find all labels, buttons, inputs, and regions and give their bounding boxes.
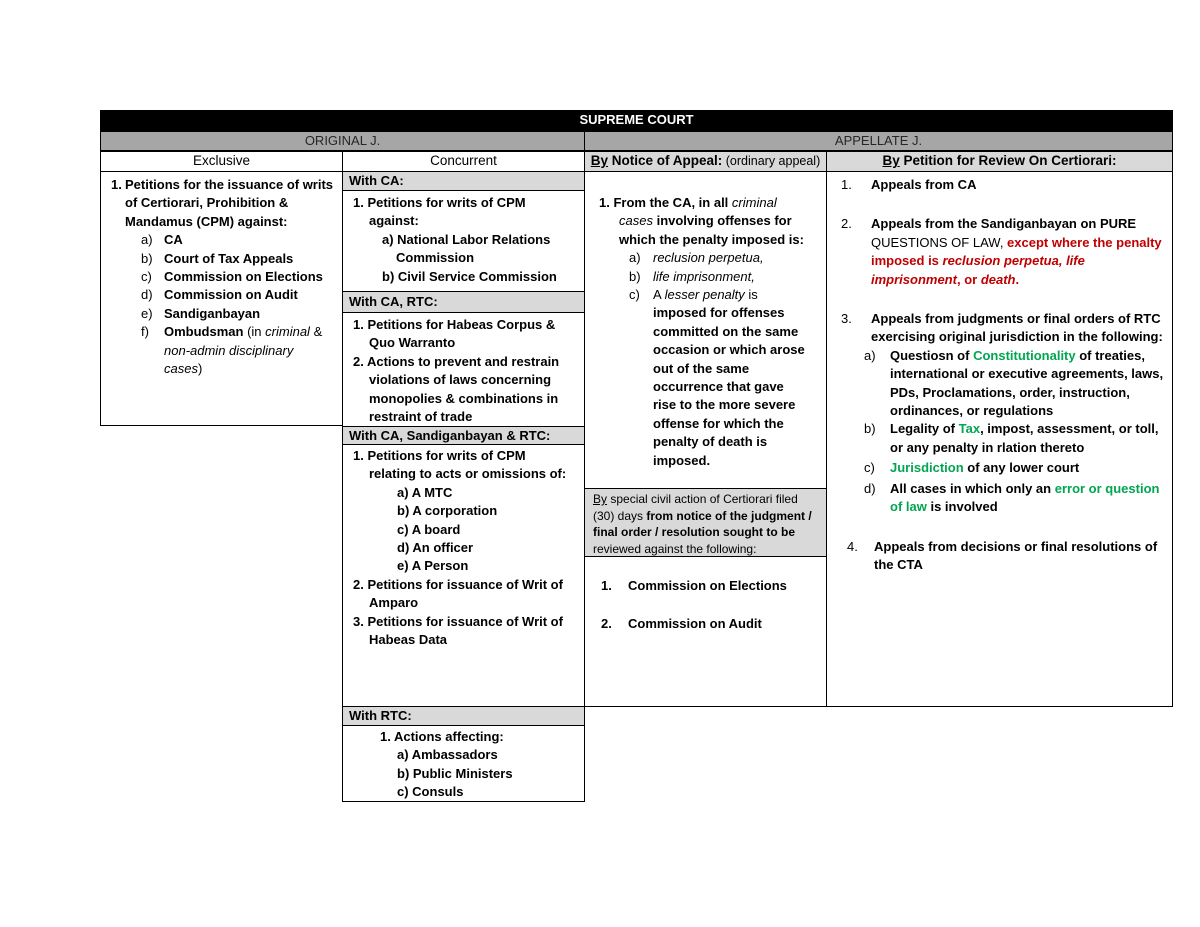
review-item: the CTA — [874, 556, 923, 572]
ombudsman-criminal: criminal — [265, 324, 310, 340]
with-ca-sb-rtc-line: 1. Petitions for writs of CPM — [353, 448, 526, 463]
review-item: or any penalty in rlation thereto — [890, 439, 1085, 455]
review-item: Appeals from decisions or final resolutions of — [874, 538, 1158, 554]
exclusive-item: CA — [164, 232, 183, 248]
certiorari-special-cell — [584, 556, 827, 707]
exclusive-line: of Certiorari, Prohibition & — [125, 195, 289, 211]
with-ca-line: Commission — [396, 250, 475, 266]
notice-item: life imprisonment, — [653, 268, 755, 284]
with-ca-sb-rtc-line: relating to acts or omissions of: — [369, 466, 567, 482]
with-rtc-line: 1. Actions affecting: — [380, 729, 504, 744]
item-mark: 1. — [601, 578, 612, 593]
notice-title: Notice of Appeal: — [608, 153, 723, 168]
with-ca-cell — [342, 190, 585, 292]
exclusive-item: Sandiganbayan — [164, 305, 261, 321]
review-title: Petition for Review On Certiorari: — [899, 153, 1117, 168]
review-item: Appeals from CA — [871, 177, 977, 192]
concurrent-header — [342, 151, 585, 172]
special-line-bold: from notice of the judgment / — [646, 508, 812, 523]
exclusive-line: Mandamus (CPM) against: — [125, 213, 288, 229]
original-jurisdiction-header — [100, 131, 585, 151]
review-item: of treaties, — [1075, 347, 1145, 363]
item-mark: e) — [141, 305, 153, 321]
item-mark: d) — [864, 480, 876, 496]
notice-by: By — [590, 153, 609, 168]
item-mark: d) — [141, 287, 153, 303]
notice-criminal: criminal — [731, 195, 777, 210]
notice-of-appeal-cell — [584, 171, 827, 489]
with-ca-sb-rtc-label — [342, 426, 585, 445]
item-mark: f) — [141, 324, 149, 340]
exclusive-cell — [100, 171, 343, 426]
review-item: Questiosn of — [890, 347, 974, 363]
review-item: PDs, Proclamations, order, instruction, — [890, 384, 1130, 400]
notice-of-appeal-header — [584, 151, 827, 172]
review-item: Legality of — [890, 421, 959, 437]
with-ca-sb-rtc-text: With CA, Sandiganbayan & RTC: — [349, 428, 551, 443]
with-rtc-line: c) Consuls — [397, 784, 464, 800]
with-ca-rtc-line: 1. Petitions for Habeas Corpus & — [353, 317, 556, 332]
certiorari-special-header — [584, 488, 827, 557]
with-ca-rtc-line: Quo Warranto — [369, 335, 456, 351]
item-mark: a) — [629, 250, 641, 266]
with-ca-sb-rtc-line: c) A board — [397, 521, 461, 537]
with-ca-line: b) Civil Service Commission — [382, 268, 557, 284]
item-mark: a) — [864, 347, 876, 363]
with-ca-rtc-line: violations of laws concerning — [369, 372, 552, 388]
review-item: is involved — [926, 499, 998, 515]
notice-item: reclusion perpetua, — [653, 250, 764, 266]
special-item: Commission on Elections — [628, 578, 787, 593]
exclusive-header — [100, 151, 343, 172]
notice-line: which the penalty imposed is: — [619, 231, 804, 247]
item-mark: b) — [629, 268, 641, 284]
review-red-text: . — [1015, 271, 1020, 287]
notice-subtitle: (ordinary appeal) — [722, 154, 821, 168]
review-green-text: Tax — [958, 421, 981, 437]
item-mark: 3. — [841, 311, 852, 327]
notice-line: involving offenses for — [652, 213, 792, 229]
original-header-label: ORIGINAL J. — [304, 133, 381, 148]
notice-lesser-penalty: lesser penalty — [664, 287, 745, 303]
concurrent-header-label: Concurrent — [430, 153, 497, 168]
special-line: (30) days — [593, 508, 647, 523]
ombudsman-line: cases — [164, 361, 198, 377]
review-by: By — [882, 153, 900, 168]
with-ca-rtc-line: restraint of trade — [369, 409, 473, 425]
notice-c-line: imposed for offenses — [653, 305, 785, 321]
review-green-text: Jurisdiction — [890, 460, 964, 476]
with-ca-sb-rtc-cell — [342, 444, 585, 707]
exclusive-content — [111, 176, 341, 378]
with-ca-sb-rtc-line: 3. Petitions for issuance of Writ of — [353, 613, 563, 629]
notice-item: A — [653, 287, 665, 303]
item-mark: b) — [864, 421, 876, 437]
with-ca-sb-rtc-line: Habeas Data — [369, 632, 448, 648]
review-item: ordinances, or regulations — [890, 403, 1054, 419]
exclusive-item: Ombudsman — [164, 324, 244, 340]
review-item: Appeals from the Sandiganbayan on PURE — [871, 216, 1137, 232]
notice-c-line: offense for which the — [653, 415, 784, 431]
with-rtc-label — [342, 706, 585, 726]
review-red-italic: imprisonment — [871, 271, 957, 287]
notice-c-line: occasion or which arose — [653, 342, 805, 358]
exclusive-item: Commission on Audit — [164, 287, 298, 303]
notice-c-line: committed on the same — [653, 323, 799, 339]
review-item: All cases in which only an — [890, 480, 1055, 496]
exclusive-num: 1. — [111, 177, 122, 192]
notice-c-line: out of the same — [653, 360, 750, 376]
with-ca-rtc-label — [342, 291, 585, 313]
review-item: international or executive agreements, laws, — [890, 366, 1164, 382]
review-red-text: except where the penalty — [1007, 234, 1162, 250]
ombudsman-line: non-admin disciplinary — [164, 342, 294, 358]
special-item: Commission on Audit — [628, 616, 762, 632]
with-ca-sb-rtc-line: 2. Petitions for issuance of Writ of — [353, 576, 563, 592]
with-ca-rtc-line: 2. Actions to prevent and restrain — [353, 353, 560, 369]
with-rtc-line: a) Ambassadors — [397, 747, 498, 763]
review-item: of any lower court — [963, 460, 1080, 476]
item-mark: 2. — [841, 216, 852, 232]
title-bar — [100, 110, 1173, 131]
with-ca-line: against: — [369, 213, 419, 229]
with-rtc-line: b) Public Ministers — [397, 765, 513, 781]
exclusive-line: Petitions for the issuance of writs — [125, 177, 334, 192]
special-line: final order / resolution sought to be — [593, 525, 796, 539]
item-mark: c) — [864, 460, 875, 476]
with-ca-label — [342, 171, 585, 191]
page-title: SUPREME COURT — [579, 112, 694, 127]
notice-line: 1. From the CA, in all — [599, 195, 732, 210]
appellate-header-label: APPELLATE J. — [834, 133, 923, 148]
review-item: , impost, assessment, or toll, — [980, 421, 1159, 437]
review-item: Appeals from judgments or final orders of RTC — [871, 311, 1161, 327]
review-green-text: of law — [890, 499, 927, 515]
item-mark: a) — [141, 232, 153, 248]
with-ca-sb-rtc-line: e) A Person — [397, 558, 469, 574]
with-ca-rtc-cell — [342, 312, 585, 427]
review-red-text: , or — [956, 271, 981, 287]
item-mark: c) — [141, 269, 152, 285]
item-mark: 2. — [601, 616, 612, 632]
notice-c-line: imposed. — [653, 452, 711, 468]
with-ca-sb-rtc-line: Amparo — [369, 595, 419, 611]
petition-review-cell — [826, 171, 1173, 707]
special-by: By — [593, 492, 608, 506]
review-item: QUESTIONS OF LAW, — [871, 234, 1008, 250]
with-ca-sb-rtc-line: b) A corporation — [397, 503, 498, 519]
notice-c-line: penalty of death is — [653, 434, 768, 450]
item-mark: 4. — [847, 538, 858, 554]
with-ca-sb-rtc-line: a) A MTC — [397, 484, 453, 500]
review-green-text: Constitutionality — [973, 347, 1076, 363]
petition-review-header — [826, 151, 1173, 172]
with-ca-text: With CA: — [349, 173, 404, 188]
notice-cases: cases — [619, 213, 653, 229]
special-line: reviewed against the following: — [593, 541, 757, 556]
with-ca-rtc-line: monopolies & combinations in — [369, 390, 559, 406]
review-red-text: imposed is — [871, 253, 943, 269]
special-line: special civil action of Certiorari filed — [607, 492, 798, 506]
exclusive-item: Commission on Elections — [164, 269, 323, 285]
with-ca-rtc-text: With CA, RTC: — [349, 294, 438, 309]
review-red-italic: reclusion perpetua, life — [942, 253, 1085, 269]
appellate-jurisdiction-header — [584, 131, 1173, 151]
with-ca-line: 1. Petitions for writs of CPM — [353, 195, 526, 210]
item-mark: b) — [141, 250, 153, 266]
with-rtc-text: With RTC: — [349, 708, 412, 723]
with-ca-sb-rtc-line: d) An officer — [397, 540, 474, 556]
with-rtc-cell — [342, 725, 585, 802]
review-item: exercising original jurisdiction in the following: — [871, 329, 1163, 345]
ombudsman-amp: & — [309, 324, 323, 340]
review-red-italic: death — [980, 271, 1016, 287]
item-mark: 1. — [841, 177, 852, 192]
notice-c-line: occurrence that gave — [653, 379, 784, 395]
review-green-text: error or question — [1054, 480, 1160, 496]
ombudsman-paren: ) — [197, 361, 203, 377]
item-mark: c) — [629, 287, 640, 303]
with-ca-line: a) National Labor Relations — [382, 231, 551, 247]
notice-item: is — [744, 287, 758, 303]
exclusive-header-label: Exclusive — [192, 153, 251, 168]
notice-c-line: rise to the more severe — [653, 397, 796, 413]
ombudsman-paren: (in — [247, 324, 266, 340]
exclusive-item: Court of Tax Appeals — [164, 250, 294, 266]
